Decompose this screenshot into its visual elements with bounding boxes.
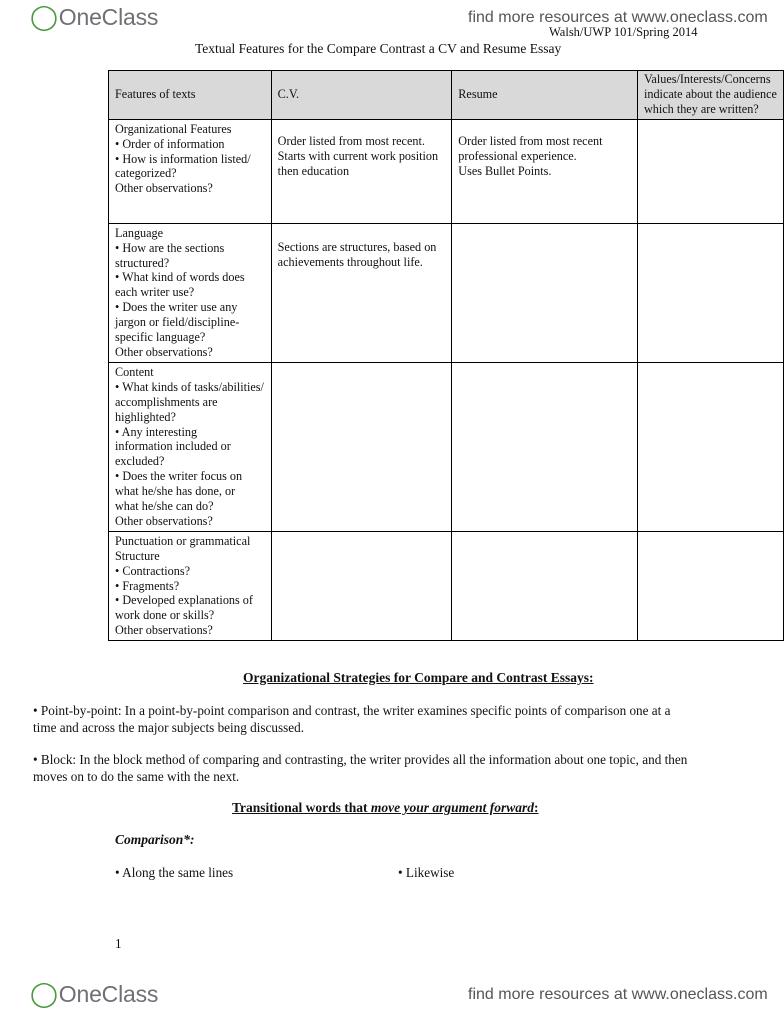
cell-line: • Does the writer focus on <box>115 469 243 484</box>
values-cell <box>637 223 783 362</box>
paragraph-line: • Block: In the block method of comparing and contrasting, the writer provides all the information about one topic, and then <box>33 752 688 767</box>
oneclass-leaf-icon: ◯ <box>30 980 58 1008</box>
cell-line: categorized? <box>115 166 177 181</box>
cell-line: • Fragments? <box>115 578 180 593</box>
course-line: Walsh/UWP 101/Spring 2014 <box>549 25 698 39</box>
block-paragraph <box>33 751 687 785</box>
transitions-heading-italic: move your argument forward <box>370 800 535 815</box>
cell-line: achievements throughout life. <box>277 254 423 269</box>
feature-cell <box>109 119 272 223</box>
resume-cell <box>452 362 638 531</box>
table-row <box>109 119 784 223</box>
cell-line: • What kinds of tasks/abilities/ <box>115 379 264 394</box>
cell-line: Other observations? <box>115 623 213 638</box>
header-features: Features of texts <box>109 71 272 120</box>
cell-line: highlighted? <box>115 409 176 424</box>
header-values <box>637 71 783 120</box>
transitions-heading <box>232 800 539 816</box>
cell-line: • Does the writer use any <box>115 300 238 315</box>
page-title: Textual Features for the Compare Contrast a CV and Resume Essay <box>195 41 562 56</box>
cell-line: work done or skills? <box>115 608 215 623</box>
feature-cell <box>109 223 272 362</box>
table-header-row <box>109 71 784 120</box>
cell-line: specific language? <box>115 330 206 345</box>
header-cv: C.V. <box>271 71 452 120</box>
cv-cell <box>271 119 452 223</box>
cell-line: jargon or field/discipline- <box>115 315 240 330</box>
cv-cell <box>271 531 452 640</box>
features-table <box>108 70 784 641</box>
values-cell <box>637 362 783 531</box>
cell-line: • Any interesting <box>115 424 198 439</box>
resume-cell <box>452 531 638 640</box>
cell-line: Order listed from most recent <box>458 133 603 148</box>
cell-line: • What kind of words does <box>115 270 245 285</box>
find-more-link-footer[interactable]: find more resources at www.oneclass.com <box>468 986 768 1003</box>
cell-line: Other observations? <box>115 513 213 528</box>
cell-line: Content <box>115 364 154 379</box>
cell-line: information included or <box>115 439 231 454</box>
cell-line: • Order of information <box>115 136 225 151</box>
paragraph-line: moves on to do the same with the next. <box>33 769 240 784</box>
cell-line: excluded? <box>115 454 165 469</box>
oneclass-logo-footer <box>30 981 158 1008</box>
cell-line: what he/she has done, or <box>115 484 236 499</box>
transition-item: • Likewise <box>398 865 455 880</box>
oneclass-leaf-icon: ◯ <box>30 3 58 31</box>
cell-line: • Contractions? <box>115 563 191 578</box>
cell-line: Punctuation or grammatical <box>115 533 251 548</box>
cell-line: Starts with current work position <box>277 148 439 163</box>
resume-cell <box>452 119 638 223</box>
header-values-line: which they are written? <box>643 101 759 116</box>
cell-line: Other observations? <box>115 344 213 359</box>
feature-cell <box>109 362 272 531</box>
header-values-line: indicate about the audience <box>643 86 777 101</box>
logo-text: OneClass <box>58 4 159 30</box>
cell-line: Order listed from most recent. <box>277 133 425 148</box>
cell-line: Uses Bullet Points. <box>458 163 552 178</box>
cell-line: structured? <box>115 255 170 270</box>
cell-line: Sections are structures, based on <box>277 239 437 254</box>
cell-line: each writer use? <box>115 285 195 300</box>
cell-line: Language <box>115 225 164 240</box>
oneclass-logo <box>30 4 158 31</box>
table-row <box>109 531 784 640</box>
table-row <box>109 362 784 531</box>
paragraph-line: time and across the major subjects being discussed. <box>33 720 305 735</box>
resume-cell <box>452 223 638 362</box>
transitions-heading-colon: : <box>534 800 539 815</box>
find-more-link[interactable]: find more resources at www.oneclass.com <box>468 9 768 26</box>
cell-line: Organizational Features <box>115 121 232 136</box>
logo-text: OneClass <box>58 981 159 1007</box>
cell-line: • Developed explanations of <box>115 593 253 608</box>
cell-line: Other observations? <box>115 181 213 196</box>
cv-cell <box>271 362 452 531</box>
cell-line: accomplishments are <box>115 394 218 409</box>
header-resume: Resume <box>452 71 638 120</box>
cell-line: • How are the sections <box>115 240 225 255</box>
table-row <box>109 223 784 362</box>
paragraph-line: • Point-by-point: In a point-by-point comparison and contrast, the writer examines specific points of comparison one at a <box>33 703 671 718</box>
transition-item: • Along the same lines <box>115 865 234 880</box>
feature-cell <box>109 531 272 640</box>
cell-line: professional experience. <box>458 148 577 163</box>
values-cell <box>637 531 783 640</box>
cell-line: what he/she can do? <box>115 499 214 514</box>
page-number: 1 <box>115 936 122 951</box>
cell-line: then education <box>277 163 350 178</box>
cell-line: Structure <box>115 548 160 563</box>
transitions-heading-plain: Transitional words that <box>232 800 371 815</box>
header-values-line: Values/Interests/Concerns <box>643 72 771 86</box>
cv-cell <box>271 223 452 362</box>
values-cell <box>637 119 783 223</box>
strategies-heading: Organizational Strategies for Compare and Contrast Essays: <box>243 670 594 685</box>
comparison-label: Comparison*: <box>115 832 195 847</box>
point-by-point-paragraph <box>33 702 670 736</box>
cell-line: • How is information listed/ <box>115 151 251 166</box>
